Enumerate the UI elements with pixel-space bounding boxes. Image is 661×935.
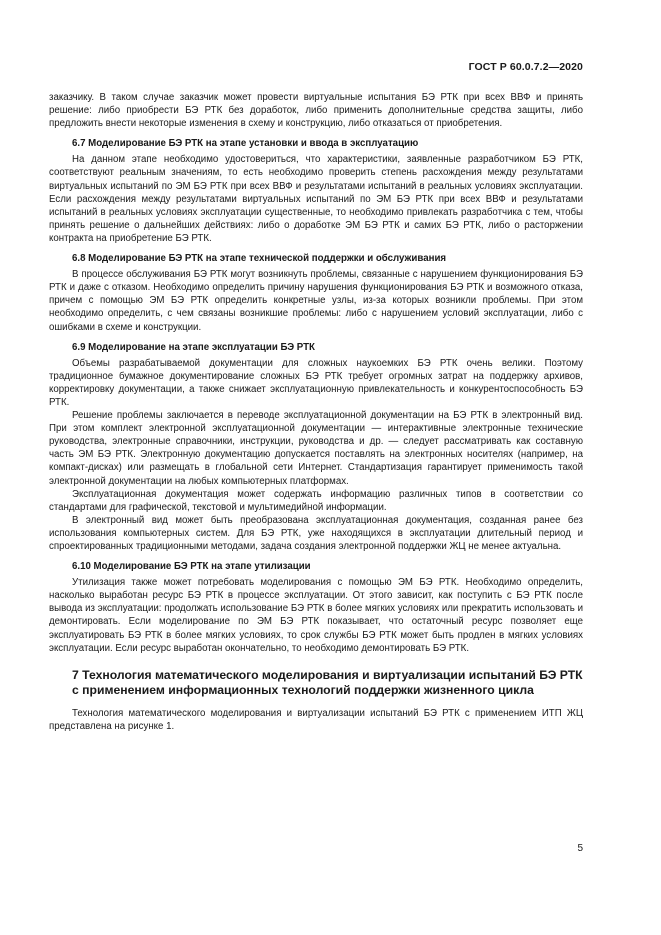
intro-paragraph: заказчику. В таком случае заказчик может провести виртуальные испытания БЭ РТК при всех ВВФ и принять решение: либо приобрести БЭ РТК без доработок, либо применить дополнительные средства защиты, либо предложить внести некоторые изменения в схему и конструкцию, либо отказаться от приобретения. [49, 92, 583, 130]
section-6-7-heading: 6.7 Моделирование БЭ РТК на этапе установки и ввода в эксплуатацию [72, 138, 419, 150]
document-body [49, 91, 583, 733]
section-6-9-paragraph-1: Объемы разрабатываемой документации для сложных наукоемких БЭ РТК очень велики. Поэтому традиционное бумажное документирование сложных БЭ РТК требует огромных затрат на поддержку архивов, корректировку документации, а также снижает эксплуатационную привлекательность и конкурентоспособность БЭ РТК. [49, 357, 583, 408]
chapter-7-heading: 7 Технология математического моделирования и виртуализации испытаний БЭ РТК с применением информационных технологий поддержки жизненного цикла [72, 667, 583, 698]
chapter-7-paragraph: Технология математического моделирования и виртуализации испытаний БЭ РТК с применением ИТП ЖЦ представлена на рисунке 1. [49, 707, 583, 733]
standard-number: ГОСТ Р 60.0.7.2—2020 [468, 61, 583, 73]
section-6-7-paragraph: На данном этапе необходимо удостовериться, что характеристики, заявленные разработчиком БЭ РТК, соответствуют реальным значениям, то есть необходимо проверить степень расхождения между результатами виртуальных испытаний по ЭМ БЭ РТК при всех ВВФ и результатами испытаний в реальных условиях эксплуатации. Если расхождения между результатами виртуальных испытаний по ЭМ БЭ РТК при всех ВВФ и результатами испытаний в реальных условиях эксплуатации существенные, то необходимо привлекать разработчика с тем, чтобы принять решение о дальнейших действиях: либо о доработке ЭМ БЭ РТК и самих БЭ РТК, либо о расторжении контракта на приобретение БЭ РТК. [49, 154, 583, 244]
section-6-8-paragraph: В процессе обслуживания БЭ РТК могут возникнуть проблемы, связанные с нарушением функционирования БЭ РТК и даже с отказом. Необходимо определить причину нарушения функционирования БЭ РТК и возможного отказа, причем с помощью ЭМ БЭ РТК определить конкретные узлы, из-за которых возникли проблемы. При этом необходимо определить, с чем связаны возникшие проблемы: либо с нарушением условий эксплуатации, либо с ошибками в схеме и конструкции. [49, 269, 583, 333]
section-6-9-heading: 6.9 Моделирование на этапе эксплуатации БЭ РТК [72, 341, 315, 353]
section-6-9-paragraph-3: Эксплуатационная документация может содержать информацию различных типов в соответствии со стандартами для графической, текстовой и мультимедийной информации. [49, 488, 583, 513]
section-6-10-heading: 6.10 Моделирование БЭ РТК на этапе утилизации [72, 561, 311, 573]
page-number: 5 [577, 843, 583, 854]
section-6-9-paragraph-4: В электронный вид может быть преобразована эксплуатационная документация, созданная ранее без использования компьютерных систем. Для БЭ РТК, уже находящихся в эксплуатации длительный период и спроектированных традиционными методами, задача создания электронной поддержки ЖЦ не менее актуальна. [49, 514, 583, 552]
section-6-8-heading: 6.8 Моделирование БЭ РТК на этапе технической поддержки и обслуживания [72, 253, 447, 265]
section-6-9-paragraph-2: Решение проблемы заключается в переводе эксплуатационной документации на БЭ РТК в электронный вид. При этом комплект электронной эксплуатационной документации — интерактивные электронные технические руководства, электронные справочники, инструкции, руководства и др. — следует рассматривать как составную часть ЭМ БЭ РТК. Электронную документацию допускается поставлять на электронных носителях (например, на компакт-дисках) или размещать в глобальной сети Интернет. Стандартизация гарантирует применимость такой электронной документации на любых компьютерных платформах. [49, 410, 583, 487]
section-6-10-paragraph: Утилизация также может потребовать моделирования с помощью ЭМ БЭ РТК. Необходимо определить, насколько выработан ресурс БЭ РТК в процессе эксплуатации. От этого зависит, как поступить с БЭ РТК после вывода из эксплуатации: продолжать использование БЭ РТК в более мягких условиях или прекратить использовать и демонтировать. Если моделирование по ЭМ БЭ РТК показывает, что остаточный ресурс позволяет еще эксплуатировать БЭ РТК в более мягких условиях, то срок службы БЭ РТК может быть продлен в мягких условиях эксплуатации. Если ресурс выработан окончательно, то необходимо демонтировать БЭ РТК. [49, 577, 583, 654]
